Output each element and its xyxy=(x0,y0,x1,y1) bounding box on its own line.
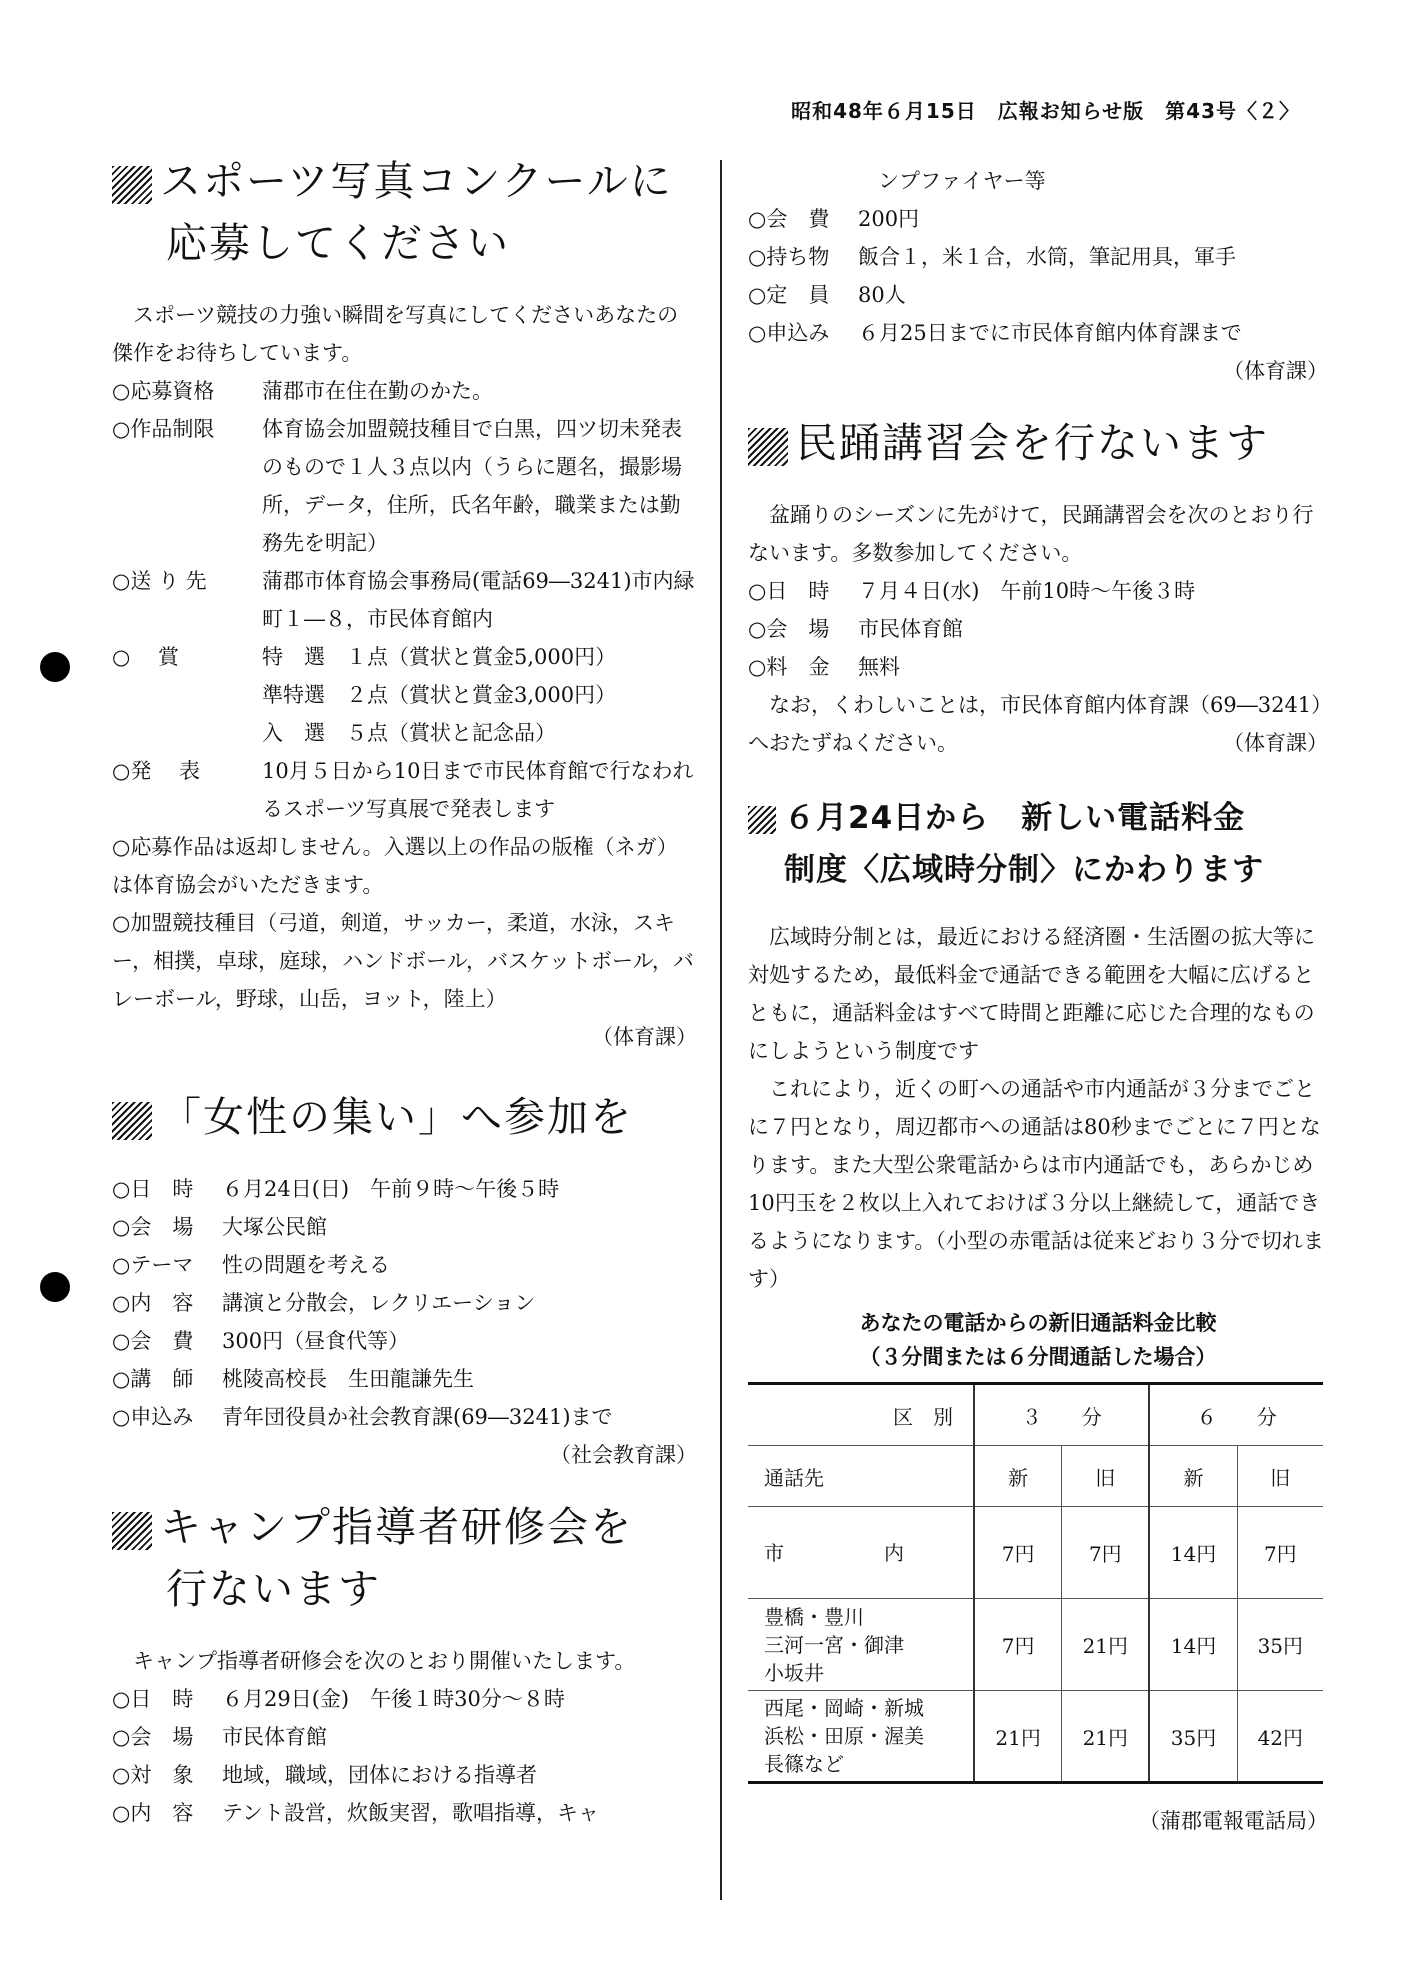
item-row: ○送 り 先 蒲郡市体育協会事務局(電話69―3241)市内緑町１―８，市民体育館内 xyxy=(112,569,695,631)
item-row: ○発 表 10月５日から10日まで市民体育館で行なわれるスポーツ写真展で発表します xyxy=(112,759,694,821)
article-phone-rates xyxy=(748,792,1328,1840)
hatch-mark-icon xyxy=(748,806,776,834)
hatch-mark-icon xyxy=(112,166,152,204)
article-folk-dance xyxy=(748,412,1328,762)
header-destination: 通話先 xyxy=(748,1446,974,1507)
header-old: 旧 xyxy=(1237,1446,1323,1507)
header-new: 新 xyxy=(974,1446,1062,1507)
hatch-mark-icon xyxy=(112,1512,152,1550)
hatch-mark-icon xyxy=(748,428,788,466)
dest-cell: 西尾・岡崎・新城 浜松・田原・渥美 長篠など xyxy=(748,1691,974,1783)
item-row: ○日 時 ６月29日(金) 午後１時30分～８時 xyxy=(112,1687,565,1711)
rate-cell: 42円 xyxy=(1237,1691,1323,1783)
lead-text: スポーツ競技の力強い瞬間を写真にしてくださいあなたの傑作をお待ちしています。 xyxy=(112,303,679,365)
note-text: ○応募作品は返却しません。入選以上の作品の版権（ネガ）は体育協会がいただきます。 xyxy=(112,835,678,897)
source-label: （社会教育課） xyxy=(550,1443,697,1467)
note-text: ○加盟競技種目（弓道，剣道，サッカー，柔道，水泳，スキー，相撲，卓球，庭球，ハンドボール，バスケットボール，バレーボール，野球，山岳，ヨット，陸上） xyxy=(112,911,694,1011)
article-title-line2: 制度〈広域時分制〉にかわります xyxy=(784,852,1264,888)
article-photo-contest xyxy=(112,150,697,1056)
dest-cell: 市 内 xyxy=(748,1507,974,1599)
item-row: ○料 金 無料 xyxy=(748,655,900,679)
item-row: ○会 場 大塚公民館 xyxy=(112,1215,327,1239)
rate-cell: 35円 xyxy=(1149,1691,1237,1783)
body-text: 広域時分制とは，最近における経済圏・生活圏の拡大等に対処するため，最低料金で通話できる範囲を大幅に広げるとともに，通話料金はすべて時間と距離に応じた合理的なものにしようという制度です xyxy=(748,925,1315,1063)
source-label: （体育課） xyxy=(592,1025,697,1049)
header-old: 旧 xyxy=(1062,1446,1150,1507)
rate-cell: 7円 xyxy=(1062,1507,1150,1599)
dest-cell: 豊橋・豊川 三河一宮・御津 小坂井 xyxy=(748,1599,974,1691)
item-row: ○対 象 地域，職域，団体における指導者 xyxy=(112,1763,537,1787)
table-subcaption: （３分間または６分間通話した場合） xyxy=(859,1345,1217,1369)
item-row: ○申込み 青年団役員か社会教育課(69―3241)まで xyxy=(112,1405,613,1429)
item-row: ○持ち物 飯合１，米１合，水筒，筆記用具，軍手 xyxy=(748,245,1236,269)
article-title: 民踊講習会を行ないます xyxy=(748,412,1328,474)
header-6min: ６ 分 xyxy=(1149,1384,1323,1446)
item-row: ○作品制限 体育協会加盟競技種目で白黒，四ツ切未発表のもので１人３点以内（うらに題名，撮影場所，データ，住所，氏名年齢，職業または勤務先を明記） xyxy=(112,417,682,555)
article-camp-training xyxy=(112,1496,697,1832)
item-row: ○会 場 市民体育館 xyxy=(748,617,963,641)
table-subheader-row xyxy=(748,1446,1323,1507)
item-row: ○内 容 講演と分散会，レクリエーション xyxy=(112,1291,536,1315)
rate-cell: 14円 xyxy=(1149,1507,1237,1599)
table-row xyxy=(748,1691,1323,1783)
item-row: ○ 賞 特 選 １点（賞状と賞金5,000円） xyxy=(112,645,617,669)
rate-cell: 21円 xyxy=(1062,1691,1150,1783)
punch-hole-bottom xyxy=(40,1272,70,1302)
article-camp-training-continued xyxy=(748,162,1328,390)
source-label: （体育課） xyxy=(1223,731,1328,755)
right-column xyxy=(748,162,1328,1840)
table-caption: あなたの電話からの新旧通話料金比較 xyxy=(859,1311,1217,1335)
item-row: ○会 場 市民体育館 xyxy=(112,1725,327,1749)
body-text: これにより，近くの町への通話や市内通話が３分までごとに７円となり，周辺都市への通話は80秒までごとに７円となります。また大型公衆電話からは市内通話でも，あらかじめ10円玉を２枚以上入れておけば３分以上継続して，通話できるようになります。（小型の赤電話は従来どおり３分で切れます） xyxy=(748,1077,1324,1291)
rate-cell: 21円 xyxy=(1062,1599,1150,1691)
header-3min: ３ 分 xyxy=(974,1384,1149,1446)
left-column xyxy=(112,150,697,1832)
table-row xyxy=(748,1507,1323,1599)
lead-text: 盆踊りのシーズンに先がけて，民踊講習会を次のとおり行ないます。多数参加してください。 xyxy=(748,503,1314,565)
article-title: 「女性の集い」へ参加を xyxy=(112,1086,697,1148)
lead-text: キャンプ指導者研修会を次のとおり開催いたします。 xyxy=(133,1649,636,1673)
item-row: ○会 費 200円 xyxy=(748,207,920,231)
continued-text: ンプファイヤー等 xyxy=(878,169,1046,193)
item-row: ○日 時 ７月４日(水) 午前10時～午後３時 xyxy=(748,579,1196,603)
article-title: スポーツ写真コンクールに xyxy=(112,150,697,212)
rate-cell: 7円 xyxy=(1237,1507,1323,1599)
item-row: 準特選 ２点（賞状と賞金3,000円） xyxy=(262,683,617,707)
article-title: キャンプ指導者研修会を xyxy=(112,1496,697,1558)
article-title-line2: 応募してください xyxy=(166,219,510,267)
rate-cell: 7円 xyxy=(974,1507,1062,1599)
punch-hole-top xyxy=(40,652,70,682)
article-women-gathering xyxy=(112,1086,697,1474)
item-row: ○講 師 桃陵高校長 生田龍謙先生 xyxy=(112,1367,474,1391)
rate-cell: 35円 xyxy=(1237,1599,1323,1691)
table-header-row xyxy=(748,1384,1323,1446)
table-row xyxy=(748,1599,1323,1691)
item-row: ○会 費 300円（昼食代等） xyxy=(112,1329,410,1353)
article-title-line2: 行ないます xyxy=(166,1565,381,1613)
hatch-mark-icon xyxy=(112,1102,152,1140)
source-label: （体育課） xyxy=(1223,359,1328,383)
header-new: 新 xyxy=(1149,1446,1237,1507)
header-kubetsu: 区 別 xyxy=(748,1384,974,1446)
article-title: ６月24日から 新しい電話料金 xyxy=(748,792,1328,844)
rate-cell: 14円 xyxy=(1149,1599,1237,1691)
item-row: 入 選 ５点（賞状と記念品） xyxy=(262,721,556,745)
item-row: ○申込み ６月25日までに市民体育館内体育課まで xyxy=(748,321,1242,345)
note-text: なお，くわしいことは，市民体育館内体育課（69―3241）へおたずねください。 xyxy=(748,693,1322,755)
page-header: 昭和48年６月15日 広報お知らせ版 第43号〈２〉 xyxy=(791,99,1300,123)
column-divider xyxy=(720,160,722,1900)
rate-cell: 21円 xyxy=(974,1691,1062,1783)
item-row: ○内 容 テント設営，炊飯実習，歌唱指導，キャ xyxy=(112,1801,599,1825)
rate-comparison-table xyxy=(748,1382,1323,1784)
item-row: ○定 員 80人 xyxy=(748,283,906,307)
item-row: ○テーマ 性の問題を考える xyxy=(112,1253,390,1277)
source-label: （蒲郡電報電話局） xyxy=(1139,1809,1328,1833)
item-row: ○応募資格 蒲郡市在住在勤のかた。 xyxy=(112,379,493,403)
rate-cell: 7円 xyxy=(974,1599,1062,1691)
item-row: ○日 時 ６月24日(日) 午前９時～午後５時 xyxy=(112,1177,560,1201)
